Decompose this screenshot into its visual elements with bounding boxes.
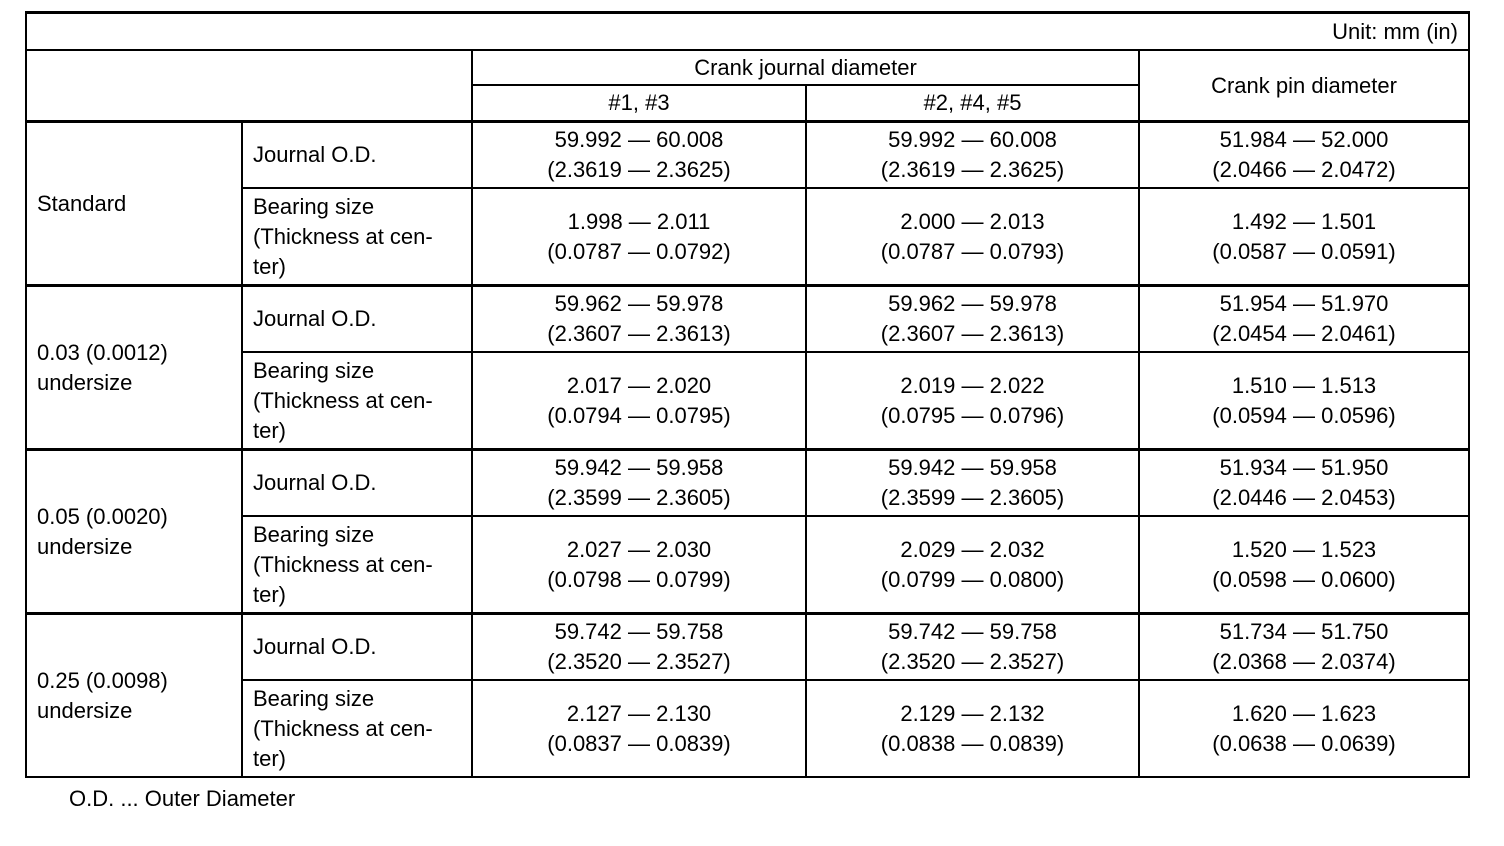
group-label: [26, 286, 242, 450]
table-row-journal: [26, 614, 1469, 681]
cell-line: 2.129 — 2.132: [900, 700, 1045, 726]
cell-line: (Thickness at cen-: [253, 715, 433, 741]
bearing-size-label: [242, 352, 472, 450]
cell-line: (0.0787 — 0.0793): [880, 238, 1065, 264]
bearing-size-value-pin: [1139, 680, 1469, 777]
cell-line: (2.3619 — 2.3625): [547, 157, 731, 182]
cell-line: ter): [253, 417, 286, 443]
bearing-size-value-c13: [472, 352, 806, 450]
journal-od-value-pin: [1139, 122, 1469, 189]
journal-od-value-c13: [472, 286, 806, 353]
cell-line: (2.3619 — 2.3625): [880, 157, 1065, 182]
cell-line: (2.3520 — 2.3527): [547, 649, 731, 674]
cell-line: (2.3607 — 2.3613): [880, 321, 1065, 346]
bearing-size-value-c245: [806, 680, 1139, 777]
cell-line: 59.962 — 59.978: [888, 291, 1057, 316]
journal-od-label: Journal O.D.: [242, 286, 472, 353]
table-row-bearing: [26, 680, 1469, 777]
cell-line: Bearing size: [253, 521, 375, 547]
cell-line: (0.0799 — 0.0800): [880, 566, 1065, 592]
cell-line: (0.0798 — 0.0799): [547, 566, 731, 592]
cell-line: (Thickness at cen-: [253, 387, 433, 413]
journal-od-value-pin: [1139, 614, 1469, 681]
group-label-line2: undersize: [37, 369, 133, 395]
journal-od-value-c245: [806, 614, 1139, 681]
cell-line: 59.942 — 59.958: [888, 455, 1057, 480]
bearing-size-value-pin: [1139, 516, 1469, 614]
cell-line: (0.0837 — 0.0839): [547, 730, 731, 756]
cell-line: 59.742 — 59.758: [554, 619, 724, 644]
cell-line: 2.029 — 2.032: [900, 536, 1045, 562]
cell-line: Bearing size: [253, 685, 375, 711]
cell-line: (Thickness at cen-: [253, 223, 433, 249]
cell-line: 59.962 — 59.978: [554, 291, 724, 316]
cell-line: (2.0446 — 2.0453): [1212, 485, 1396, 510]
cell-line: ter): [253, 745, 286, 771]
journal-od-label: Journal O.D.: [242, 122, 472, 189]
cell-line: (2.0454 — 2.0461): [1212, 321, 1396, 346]
cell-line: 2.027 — 2.030: [566, 536, 712, 562]
header-col-1-3: #1, #3: [472, 85, 806, 122]
table-row-bearing: [26, 352, 1469, 450]
cell-line: (0.0795 — 0.0796): [880, 402, 1065, 428]
group-label-line1: 0.05 (0.0020): [37, 503, 168, 529]
bearing-size-value-pin: [1139, 352, 1469, 450]
header-crank-journal: Crank journal diameter: [472, 50, 1139, 85]
cell-line: (0.0638 — 0.0639): [1212, 730, 1396, 756]
unit-label: Unit: mm (in): [26, 13, 1469, 51]
cell-line: (Thickness at cen-: [253, 551, 433, 577]
journal-od-value-c245: [806, 450, 1139, 517]
journal-od-value-c245: [806, 122, 1139, 189]
group-label-line2: undersize: [37, 697, 133, 723]
cell-line: (2.3520 — 2.3527): [880, 649, 1065, 674]
footnote: O.D. ... Outer Diameter: [69, 786, 296, 811]
table-row-bearing: [26, 188, 1469, 286]
cell-line: (2.0466 — 2.0472): [1212, 157, 1396, 182]
cell-line: (2.3607 — 2.3613): [547, 321, 731, 346]
cell-line: (0.0838 — 0.0839): [880, 730, 1065, 756]
header-crank-pin: Crank pin diameter: [1139, 50, 1469, 122]
bearing-size-value-c13: [472, 680, 806, 777]
table-row-journal: [26, 286, 1469, 353]
bearing-size-value-pin: [1139, 188, 1469, 286]
journal-od-value-c13: [472, 614, 806, 681]
journal-od-label: Journal O.D.: [242, 614, 472, 681]
bearing-size-label: [242, 188, 472, 286]
table-row-journal: [26, 122, 1469, 189]
group-label: [26, 450, 242, 614]
header-col-2-4-5: #2, #4, #5: [806, 85, 1139, 122]
cell-line: 59.742 — 59.758: [888, 619, 1057, 644]
group-label: [26, 122, 242, 286]
cell-line: (2.0368 — 2.0374): [1212, 649, 1396, 674]
journal-od-value-pin: [1139, 450, 1469, 517]
cell-line: 51.734 — 51.750: [1219, 619, 1389, 644]
journal-od-value-c245: [806, 286, 1139, 353]
journal-od-value-pin: [1139, 286, 1469, 353]
crankshaft-spec-table: [25, 11, 1470, 778]
table-row-journal: [26, 450, 1469, 517]
bearing-size-value-c13: [472, 516, 806, 614]
cell-line: (0.0787 — 0.0792): [547, 238, 731, 264]
cell-line: Bearing size: [253, 357, 375, 383]
cell-line: 2.000 — 2.013: [900, 208, 1045, 234]
cell-line: 1.520 — 1.523: [1231, 536, 1377, 562]
cell-line: 59.942 — 59.958: [554, 455, 724, 480]
cell-line: 59.992 — 60.008: [888, 127, 1057, 152]
cell-line: 1.998 — 2.011: [567, 208, 711, 234]
journal-od-value-c13: [472, 122, 806, 189]
cell-line: (2.3599 — 2.3605): [880, 485, 1065, 510]
bearing-size-value-c245: [806, 188, 1139, 286]
journal-od-label: Journal O.D.: [242, 450, 472, 517]
cell-line: 2.017 — 2.020: [566, 372, 712, 398]
group-label-line1: 0.25 (0.0098): [37, 667, 168, 693]
cell-line: 2.019 — 2.022: [900, 372, 1045, 398]
cell-line: 2.127 — 2.130: [566, 700, 712, 726]
bearing-size-label: [242, 680, 472, 777]
group-label-line1: Standard: [37, 190, 127, 216]
cell-line: 51.934 — 51.950: [1219, 455, 1389, 480]
cell-line: 1.492 — 1.501: [1231, 208, 1377, 234]
cell-line: (0.0794 — 0.0795): [547, 402, 731, 428]
cell-line: (0.0594 — 0.0596): [1212, 402, 1396, 428]
cell-line: (2.3599 — 2.3605): [547, 485, 731, 510]
cell-line: 51.984 — 52.000: [1219, 127, 1389, 152]
bearing-size-value-c13: [472, 188, 806, 286]
header-blank: [26, 50, 472, 122]
cell-line: 59.992 — 60.008: [554, 127, 724, 152]
cell-line: ter): [253, 581, 286, 607]
group-label: [26, 614, 242, 778]
cell-line: 1.510 — 1.513: [1231, 372, 1377, 398]
bearing-size-value-c245: [806, 516, 1139, 614]
group-label-line1: 0.03 (0.0012): [37, 339, 168, 365]
journal-od-value-c13: [472, 450, 806, 517]
bearing-size-label: [242, 516, 472, 614]
cell-line: (0.0587 — 0.0591): [1212, 238, 1396, 264]
cell-line: Bearing size: [253, 193, 375, 219]
cell-line: (0.0598 — 0.0600): [1212, 566, 1396, 592]
cell-line: ter): [253, 253, 286, 279]
cell-line: 51.954 — 51.970: [1219, 291, 1389, 316]
table-row-bearing: [26, 516, 1469, 614]
cell-line: 1.620 — 1.623: [1231, 700, 1377, 726]
bearing-size-value-c245: [806, 352, 1139, 450]
group-label-line2: undersize: [37, 533, 133, 559]
